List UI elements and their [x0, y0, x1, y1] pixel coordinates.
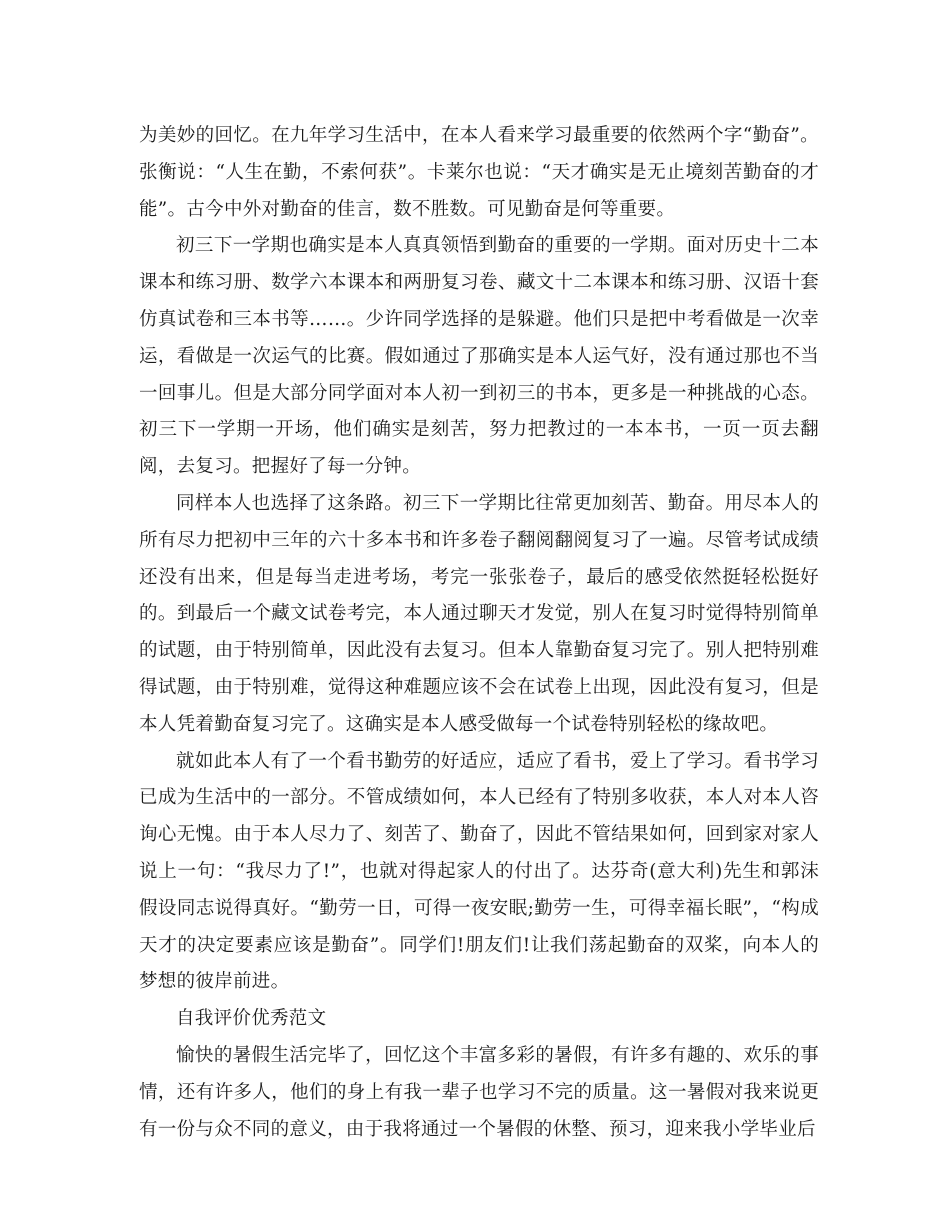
paragraph-1: 为美妙的回忆。在九年学习生活中，在本人看来学习最重要的依然两个字“勤奋”。张衡说：“人生在勤，不索何获”。卡莱尔也说：“天才确实是无止境刻苦勤奋的才能”。古今中外对勤奋的佳言，数不胜数。可见勤奋是何等重要。	[139, 125, 819, 220]
paragraph-4: 就如此本人有了一个看书勤劳的好适应，适应了看书，爱上了学习。看书学习已成为生活中的一部分。不管成绩如何，本人已经有了特别多收获，本人对本人咨询心无愧。由于本人尽力了、刻苦了、勤奋了，因此不管结果如何，回到家对家人说上一句：“我尽力了!”，也就对得起家人的付出了。达芬奇(意大利)先生和郭沫假设同志说得真好。“勤劳一日，可得一夜安眠;勤劳一生，可得幸福长眠”，“构成天才的决定要素应该是勤奋”。同学们!朋友们!让我们荡起勤奋的双桨，向本人的梦想的彼岸前进。	[139, 750, 819, 993]
section-heading: 自我评价优秀范文	[176, 1008, 327, 1030]
document-body	[139, 118, 819, 1148]
paragraph-3: 同样本人也选择了这条路。初三下一学期比往常更加刻苦、勤奋。用尽本人的所有尽力把初中三年的六十多本书和许多卷子翻阅翻阅复习了一遍。尽管考试成绩还没有出来，但是每当走进考场，考完一张张卷子，最后的感受依然挺轻松挺好的。到最后一个藏文试卷考完，本人通过聊天才发觉，别人在复习时觉得特别简单的试题，由于特别简单，因此没有去复习。但本人靠勤奋复习完了。别人把特别难得试题，由于特别难，觉得这种难题应该不会在试卷上出现，因此没有复习，但是本人凭着勤奋复习完了。这确实是本人感受做每一个试卷特别轻松的缘故吧。	[139, 492, 819, 735]
paragraph-2: 初三下一学期也确实是本人真真领悟到勤奋的重要的一学期。面对历史十二本课本和练习册、数学六本课本和两册复习卷、藏文十二本课本和练习册、汉语十套仿真试卷和三本书等……。少许同学选择的是躲避。他们只是把中考看做是一次幸运，看做是一次运气的比赛。假如通过了那确实是本人运气好，没有通过那也不当一回事儿。但是大部分同学面对本人初一到初三的书本，更多是一种挑战的心态。初三下一学期一开场，他们确实是刻苦，努力把教过的一本本书，一页一页去翻阅，去复习。把握好了每一分钟。	[139, 235, 819, 478]
paragraph-5: 愉快的暑假生活完毕了，回忆这个丰富多彩的暑假，有许多有趣的、欢乐的事情，还有许多人，他们的身上有我一辈子也学习不完的质量。这一暑假对我来说更有一份与众不同的意义，由于我将通过一个暑假的休整、预习，迎来我小学毕业后	[139, 1044, 819, 1140]
